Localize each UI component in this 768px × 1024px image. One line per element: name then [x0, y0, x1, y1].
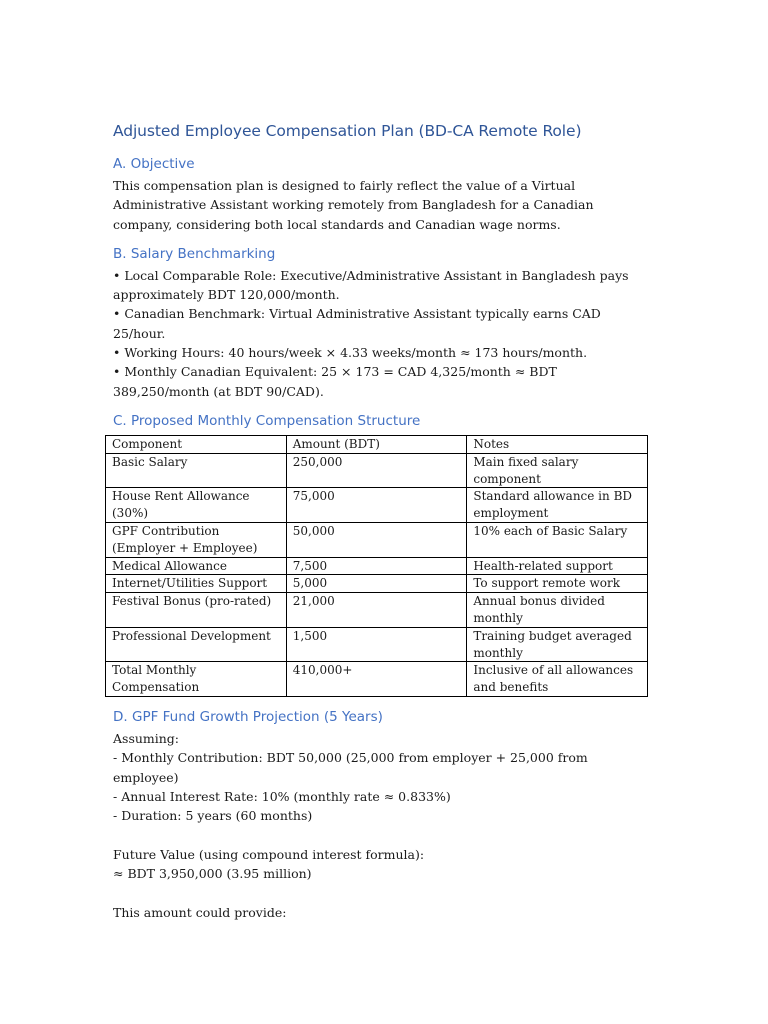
compensation-table [105, 435, 648, 697]
benchmark-bullet: • Local Comparable Role: Executive/Administrative Assistant in Bangladesh pays approximately BDT 120,000/month. [113, 267, 629, 303]
table-cell: GPF Contribution (Employer + Employee) [106, 522, 287, 557]
table-cell: Inclusive of all allowances and benefits [467, 662, 648, 697]
benchmark-bullet: • Working Hours: 40 hours/week × 4.33 weeks/month ≈ 173 hours/month. [113, 345, 588, 361]
table-row [106, 488, 648, 523]
table-row [106, 522, 648, 557]
gpf-assuming: Assuming: [113, 730, 180, 746]
gpf-section [113, 709, 653, 922]
table-header-row [106, 435, 648, 453]
objective-heading: A. Objective [113, 156, 195, 172]
table-row [106, 593, 648, 628]
benchmark-bullet: • Monthly Canadian Equivalent: 25 × 173 = CAD 4,325/month ≈ BDT 389,250/month (at BDT 90/CAD). [113, 364, 557, 399]
benchmarking-section [113, 246, 653, 401]
table-cell: 21,000 [286, 593, 467, 628]
gpf-heading: D. GPF Fund Growth Projection (5 Years) [113, 708, 383, 725]
table-cell: House Rent Allowance (30%) [106, 488, 287, 523]
document-title: Adjusted Employee Compensation Plan (BD-CA Remote Role) [113, 122, 582, 140]
table-cell: 75,000 [286, 488, 467, 523]
gpf-assumption-item: - Annual Interest Rate: 10% (monthly rate ≈ 0.833%) [113, 788, 451, 804]
table-row [106, 557, 648, 575]
table-cell: Training budget averaged monthly [467, 627, 648, 662]
table-cell: To support remote work [467, 575, 648, 593]
table-cell: Medical Allowance [106, 557, 287, 575]
column-header: Amount (BDT) [286, 435, 467, 453]
document-page [113, 122, 653, 934]
table-cell: Main fixed salary component [467, 453, 648, 488]
table-cell: 10% each of Basic Salary [467, 522, 648, 557]
table-cell: Internet/Utilities Support [106, 575, 287, 593]
gpf-assumption-item: - Monthly Contribution: BDT 50,000 (25,000 from employer + 25,000 from employee) [113, 750, 588, 785]
table-cell: Annual bonus divided monthly [467, 593, 648, 628]
table-cell: 410,000+ [286, 662, 467, 697]
structure-heading: C. Proposed Monthly Compensation Structure [113, 412, 421, 429]
table-cell: 1,500 [286, 627, 467, 662]
column-header: Component [106, 435, 287, 453]
table-total-row [106, 662, 648, 697]
column-header: Notes [467, 435, 648, 453]
table-row [106, 627, 648, 662]
benchmarking-heading: B. Salary Benchmarking [113, 245, 276, 262]
gpf-future-value: ≈ BDT 3,950,000 (3.95 million) [113, 866, 312, 881]
gpf-assumption-item: - Duration: 5 years (60 months) [113, 808, 313, 824]
table-cell: 7,500 [286, 557, 467, 575]
table-cell: Professional Development [106, 627, 287, 662]
table-cell: 50,000 [286, 522, 467, 557]
benchmark-bullet: • Canadian Benchmark: Virtual Administrative Assistant typically earns CAD 25/hour. [113, 306, 601, 341]
table-row [106, 575, 648, 593]
table-cell: Basic Salary [106, 453, 287, 488]
objective-text: This compensation plan is designed to fairly reflect the value of a Virtual Administrative Assistant working remotely from Bangladesh for a Canadian company, considering both local standards and Canadian wage norms. [113, 178, 594, 232]
structure-section [113, 413, 653, 697]
table-cell: Health-related support [467, 557, 648, 575]
gpf-future-value-label: Future Value (using compound interest formula): [113, 846, 425, 862]
table-cell: 5,000 [286, 575, 467, 593]
table-row [106, 453, 648, 488]
table-cell: Festival Bonus (pro-rated) [106, 593, 287, 628]
table-cell: 250,000 [286, 453, 467, 488]
gpf-provide-text: This amount could provide: [113, 904, 287, 920]
objective-section [113, 156, 653, 234]
table-cell: Standard allowance in BD employment [467, 488, 648, 523]
table-cell: Total Monthly Compensation [106, 662, 287, 697]
